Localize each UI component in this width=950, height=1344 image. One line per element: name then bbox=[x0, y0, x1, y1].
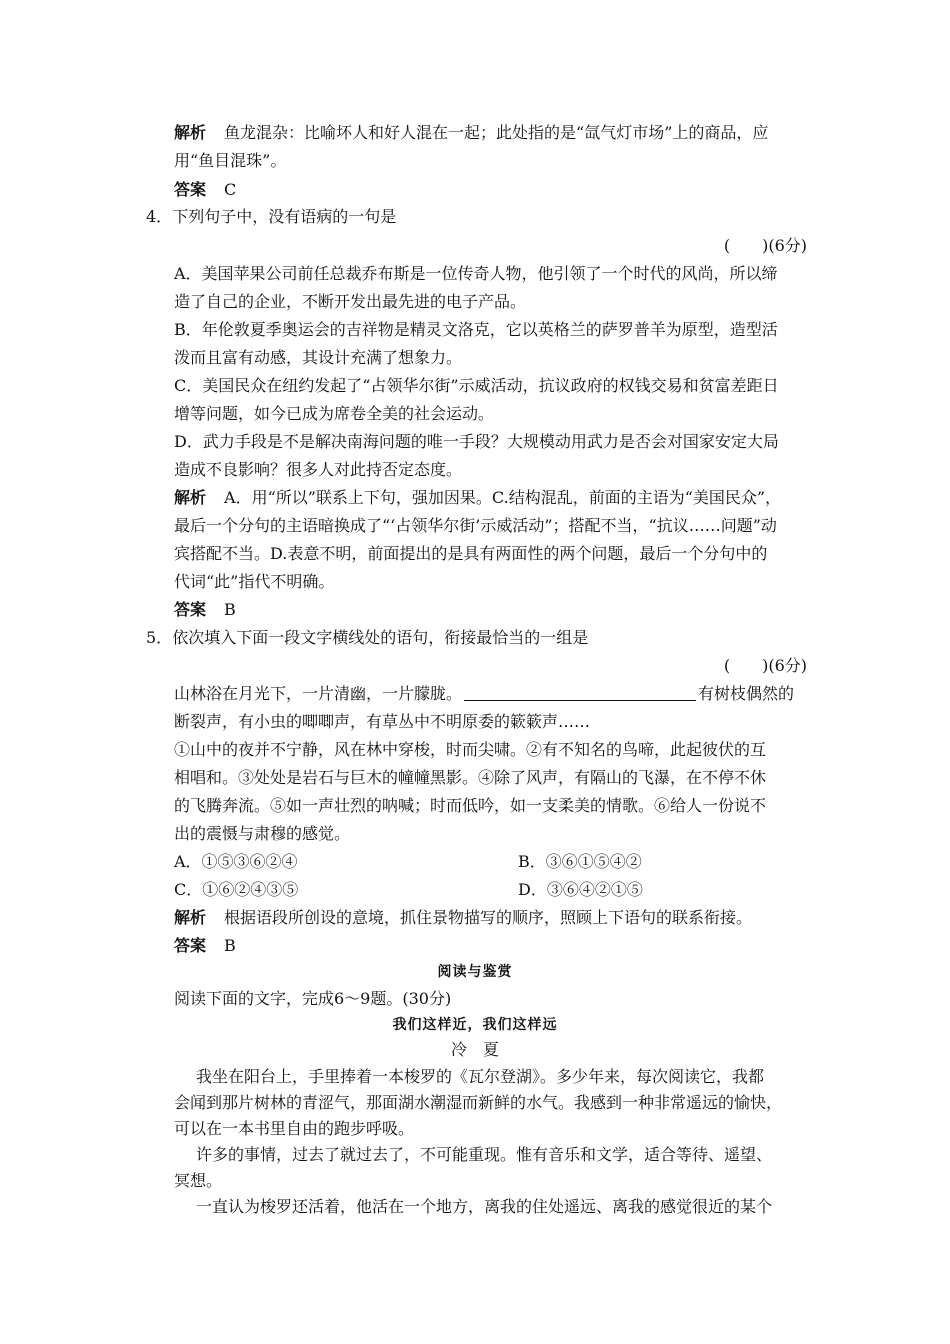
q3-answer bbox=[174, 180, 236, 200]
article-p2-line-1: 许多的事情，过去了就过去了，不可能重现。惟有音乐和文学，适合等待、遥望、 bbox=[196, 1145, 773, 1164]
q5-answer-label: 答案 bbox=[174, 936, 207, 955]
q5-passage-after: 有树枝偶然的 bbox=[698, 684, 795, 703]
q3-analysis-line-2: 用“鱼目混珠”。 bbox=[174, 151, 287, 170]
article-p1-line-2: 会闻到那片树林的青涩气，那面湖水潮湿而新鲜的水气。我感到一种非常遥远的愉快， bbox=[174, 1093, 783, 1112]
q4-paren-close: )(6分) bbox=[762, 236, 807, 255]
q4-analysis-line-3: 宾搭配不当。D.表意不明，前面提出的是具有两面性的两个问题，最后一个分句中的 bbox=[174, 544, 768, 563]
q5-paren-open: ( bbox=[723, 656, 731, 675]
q4-option-d-line-2: 造成不良影响？很多人对此持否定态度。 bbox=[174, 460, 463, 479]
q5-passage-before: 山林浴在月光下，一片清幽，一片朦胧。 bbox=[174, 684, 463, 703]
q5-sentences-line-1: ①山中的夜并不宁静，风在林中穿梭，时而尖啸。②有不知名的鸟啼，此起彼伏的互 bbox=[174, 740, 767, 759]
q5-sentences-line-4: 出的震慑与肃穆的感觉。 bbox=[174, 824, 351, 843]
q4-stem bbox=[146, 207, 396, 227]
q4-stem-text: 下列句子中，没有语病的一句是 bbox=[172, 207, 397, 226]
q3-analysis-label: 解析 bbox=[174, 123, 207, 142]
q4-option-b-line-2: 泼而且富有动感，其设计充满了想象力。 bbox=[174, 348, 463, 367]
q4-number: 4． bbox=[146, 207, 173, 226]
q3-analysis-text-1: 鱼龙混杂：比喻坏人和好人混在一起；此处指的是“氙气灯市场”上的商品，应 bbox=[224, 123, 769, 142]
q4-analysis-line-4: 代词“此”指代不明确。 bbox=[174, 572, 335, 591]
q4-analysis-line-2: 最后一个分句的主语暗换成了“‘占领华尔街’示威活动”；搭配不当，“抗议……问题”动 bbox=[174, 516, 777, 535]
article-author: 冷 夏 bbox=[450, 1040, 499, 1059]
q5-answer bbox=[174, 936, 236, 956]
q4-option-c-line-1: C．美国民众在纽约发起了“占领华尔街”示威活动，抗议政府的权钱交易和贫富差距日 bbox=[174, 376, 779, 395]
q4-answer bbox=[174, 600, 236, 620]
q4-option-a-line-1: A．美国苹果公司前任总裁乔布斯是一位传奇人物，他引领了一个时代的风尚，所以缔 bbox=[174, 264, 778, 283]
q5-option-a: A．①⑤③⑥②④ bbox=[174, 852, 298, 871]
q3-answer-value: C bbox=[224, 180, 237, 199]
q5-analysis-label: 解析 bbox=[174, 908, 207, 927]
q4-option-b-line-1: B．年伦敦夏季奥运会的吉祥物是精灵文洛克，它以英格兰的萨罗普羊为原型，造型活 bbox=[174, 320, 778, 339]
q4-analysis-label: 解析 bbox=[174, 488, 207, 507]
q5-stem bbox=[146, 628, 588, 648]
q5-paren-close: )(6分) bbox=[762, 656, 807, 675]
q5-passage-line-1 bbox=[174, 684, 794, 704]
q4-answer-value: B bbox=[224, 600, 236, 619]
q5-answer-blank bbox=[724, 656, 807, 676]
q4-answer-blank bbox=[724, 236, 807, 256]
q4-option-d-line-1: D．武力手段是不是解决南海问题的唯一手段？大规模动用武力是否会对国家安定大局 bbox=[174, 432, 779, 451]
q5-answer-value: B bbox=[224, 936, 236, 955]
q5-number: 5． bbox=[146, 628, 173, 647]
q5-option-d: D．③⑥④②①⑤ bbox=[518, 880, 643, 899]
section-title: 阅读与鉴赏 bbox=[437, 964, 513, 980]
q3-analysis-line-1 bbox=[174, 123, 768, 143]
article-p3-line-1: 一直认为梭罗还活着，他活在一个地方，离我的住处遥远、离我的感觉很近的某个 bbox=[196, 1197, 773, 1216]
q5-option-c: C．①⑥②④③⑤ bbox=[174, 880, 299, 899]
reading-instruction: 阅读下面的文字，完成6～9题。(30分) bbox=[174, 989, 452, 1008]
q5-analysis-text: 根据语段所创设的意境，抓住景物描写的顺序，照顾上下语句的联系衔接。 bbox=[224, 908, 753, 927]
article-p1-line-1: 我坐在阳台上，手里捧着一本梭罗的《瓦尔登湖》。多少年来，每次阅读它，我都 bbox=[196, 1067, 765, 1086]
q4-option-a-line-2: 造了自己的企业，不断开发出最先进的电子产品。 bbox=[174, 292, 527, 311]
q4-option-c-line-2: 增等问题，如今已成为席卷全美的社会运动。 bbox=[174, 404, 495, 423]
q5-sentences-line-2: 相唱和。③处处是岩石与巨木的幢幢黑影。④除了风声，有隔山的飞瀑，在不停不休 bbox=[174, 768, 767, 787]
q5-fill-blank bbox=[464, 684, 696, 701]
q5-option-b: B．③⑥①⑤④② bbox=[518, 852, 642, 871]
q5-stem-text: 依次填入下面一段文字横线处的语句，衔接最恰当的一组是 bbox=[172, 628, 589, 647]
q3-answer-label: 答案 bbox=[174, 180, 207, 199]
q4-paren-open: ( bbox=[723, 236, 731, 255]
article-p2-line-2: 冥想。 bbox=[174, 1171, 223, 1190]
q4-analysis-text-1: A．用“所以”联系上下句，强加因果。C.结构混乱，前面的主语为“美国民众”， bbox=[224, 488, 782, 507]
article-title: 我们这样近，我们这样远 bbox=[392, 1017, 558, 1033]
q5-sentences-line-3: 的飞腾奔流。⑤如一声壮烈的呐喊；时而低吟，如一支柔美的情歌。⑥给人一份说不 bbox=[174, 796, 767, 815]
article-p1-line-3: 可以在一本书里自由的跑步呼吸。 bbox=[174, 1119, 415, 1138]
q5-passage-line-2: 断裂声，有小虫的唧唧声，有草丛中不明原委的簌簌声…… bbox=[174, 712, 591, 731]
q4-answer-label: 答案 bbox=[174, 600, 207, 619]
q4-analysis-line-1 bbox=[174, 488, 781, 508]
q5-analysis bbox=[174, 908, 752, 928]
